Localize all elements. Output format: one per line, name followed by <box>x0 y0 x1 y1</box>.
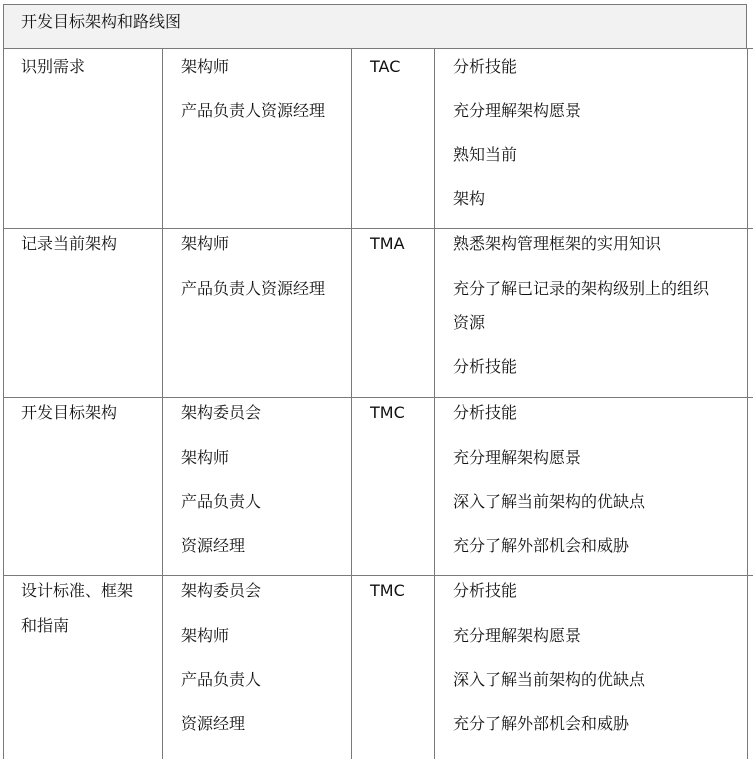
roles-table <box>3 48 753 758</box>
role-text: 架构师 <box>181 57 230 76</box>
table-row <box>3 228 753 397</box>
role-text: 产品负责人 <box>181 492 262 511</box>
role-text: 架构师 <box>181 626 230 645</box>
skill-text: 充分理解架构愿景 <box>453 101 582 120</box>
skill-text: 充分理解架构愿景 <box>453 626 582 645</box>
skill-text: 深入了解当前架构的优缺点 <box>453 670 646 689</box>
role-text: 产品负责人资源经理 <box>181 101 326 120</box>
activity-text: 设计标准、框架 <box>21 581 134 600</box>
activity-text: 识别需求 <box>21 57 86 76</box>
role-text: 产品负责人资源经理 <box>181 279 326 298</box>
table-row <box>3 575 753 758</box>
table-title: 开发目标架构和路线图 <box>21 12 182 31</box>
role-text: 架构委员会 <box>181 581 262 600</box>
role-text: 产品负责人 <box>181 670 262 689</box>
skill-text: 资源 <box>453 313 486 332</box>
skill-text: 分析技能 <box>453 581 518 600</box>
role-text: 资源经理 <box>181 714 246 733</box>
role-text: 架构委员会 <box>181 403 262 422</box>
code-text: TAC <box>370 57 401 76</box>
table-title-bar <box>3 4 747 48</box>
activity-text: 开发目标架构 <box>21 403 118 422</box>
skill-text: 分析技能 <box>453 357 518 376</box>
code-text: TMC <box>370 581 405 600</box>
activity-text: 和指南 <box>21 616 70 635</box>
skill-text: 架构 <box>453 189 486 208</box>
table-row <box>3 397 753 575</box>
skill-text: 充分了解外部机会和威胁 <box>453 536 630 555</box>
code-text: TMA <box>370 234 405 253</box>
skill-text: 充分理解架构愿景 <box>453 448 582 467</box>
skill-text: 分析技能 <box>453 57 518 76</box>
role-text: 架构师 <box>181 448 230 467</box>
table-row <box>3 48 753 228</box>
role-text: 资源经理 <box>181 536 246 555</box>
skill-text: 深入了解当前架构的优缺点 <box>453 492 646 511</box>
skill-text: 分析技能 <box>453 403 518 422</box>
code-text: TMC <box>370 403 405 422</box>
skill-text: 熟知当前 <box>453 145 518 164</box>
skill-text: 熟悉架构管理框架的实用知识 <box>453 234 662 253</box>
activity-text: 记录当前架构 <box>21 234 118 253</box>
skill-text: 充分了解外部机会和威胁 <box>453 714 630 733</box>
role-text: 架构师 <box>181 234 230 253</box>
skill-text: 充分了解已记录的架构级别上的组织 <box>453 279 710 298</box>
